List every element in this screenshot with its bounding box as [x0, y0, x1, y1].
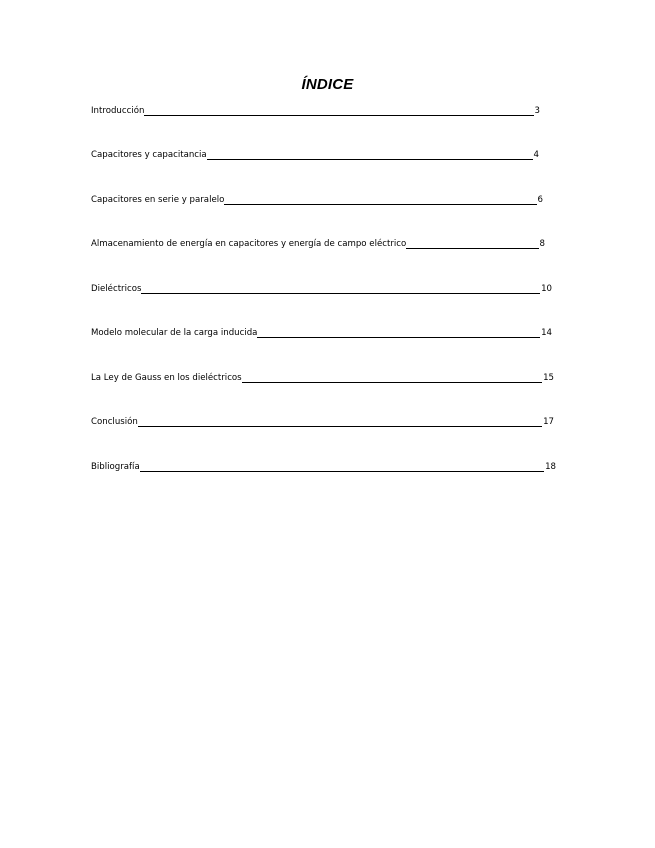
toc-dot-leader — [140, 471, 544, 472]
toc-entry-conclusion — [91, 416, 554, 461]
toc-dot-leader — [144, 115, 533, 116]
toc-entry-page: 18 — [545, 461, 556, 472]
toc-entry-dielectricos — [91, 282, 552, 327]
toc-dot-leader — [257, 337, 540, 338]
toc-entry-label: Conclusión — [91, 417, 138, 427]
toc-entry-page: 15 — [543, 372, 554, 383]
toc-dot-leader — [406, 248, 538, 249]
toc-entry-page: 14 — [541, 328, 552, 338]
toc-entry-page: 10 — [541, 283, 552, 294]
toc-dot-leader — [242, 382, 542, 383]
toc-dot-leader — [207, 159, 533, 160]
toc-entry-label: Introducción — [91, 105, 145, 116]
toc-entry-label: Dieléctricos — [91, 283, 142, 294]
toc-entry-page: 6 — [537, 194, 543, 205]
toc-entry-page: 8 — [539, 239, 545, 249]
toc-entry-label: Modelo molecular de la carga inducida — [91, 328, 258, 338]
table-of-contents — [91, 104, 556, 505]
toc-entry-label: La Ley de Gauss en los dieléctricos — [91, 372, 242, 383]
toc-entry-page: 4 — [533, 150, 539, 160]
toc-entry-label: Capacitores en serie y paralelo — [91, 194, 225, 205]
page-title: ÍNDICE — [301, 76, 354, 93]
toc-entry-capacitores-capacitancia — [91, 149, 539, 194]
toc-entry-bibliografia — [91, 460, 556, 505]
toc-entry-label: Bibliografía — [91, 461, 140, 472]
toc-dot-leader — [141, 293, 540, 294]
toc-dot-leader — [224, 204, 536, 205]
toc-dot-leader — [138, 426, 542, 427]
toc-entry-ley-gauss — [91, 371, 554, 416]
toc-entry-introduccion — [91, 104, 540, 149]
toc-entry-page: 17 — [543, 417, 554, 427]
toc-entry-label: Almacenamiento de energía en capacitores y energía de campo eléctrico — [91, 239, 407, 249]
toc-entry-modelo-molecular — [91, 327, 552, 372]
toc-entry-label: Capacitores y capacitancia — [91, 150, 207, 160]
toc-entry-serie-paralelo — [91, 193, 543, 238]
toc-entry-page: 3 — [534, 105, 540, 116]
toc-entry-almacenamiento-energia — [91, 238, 545, 283]
